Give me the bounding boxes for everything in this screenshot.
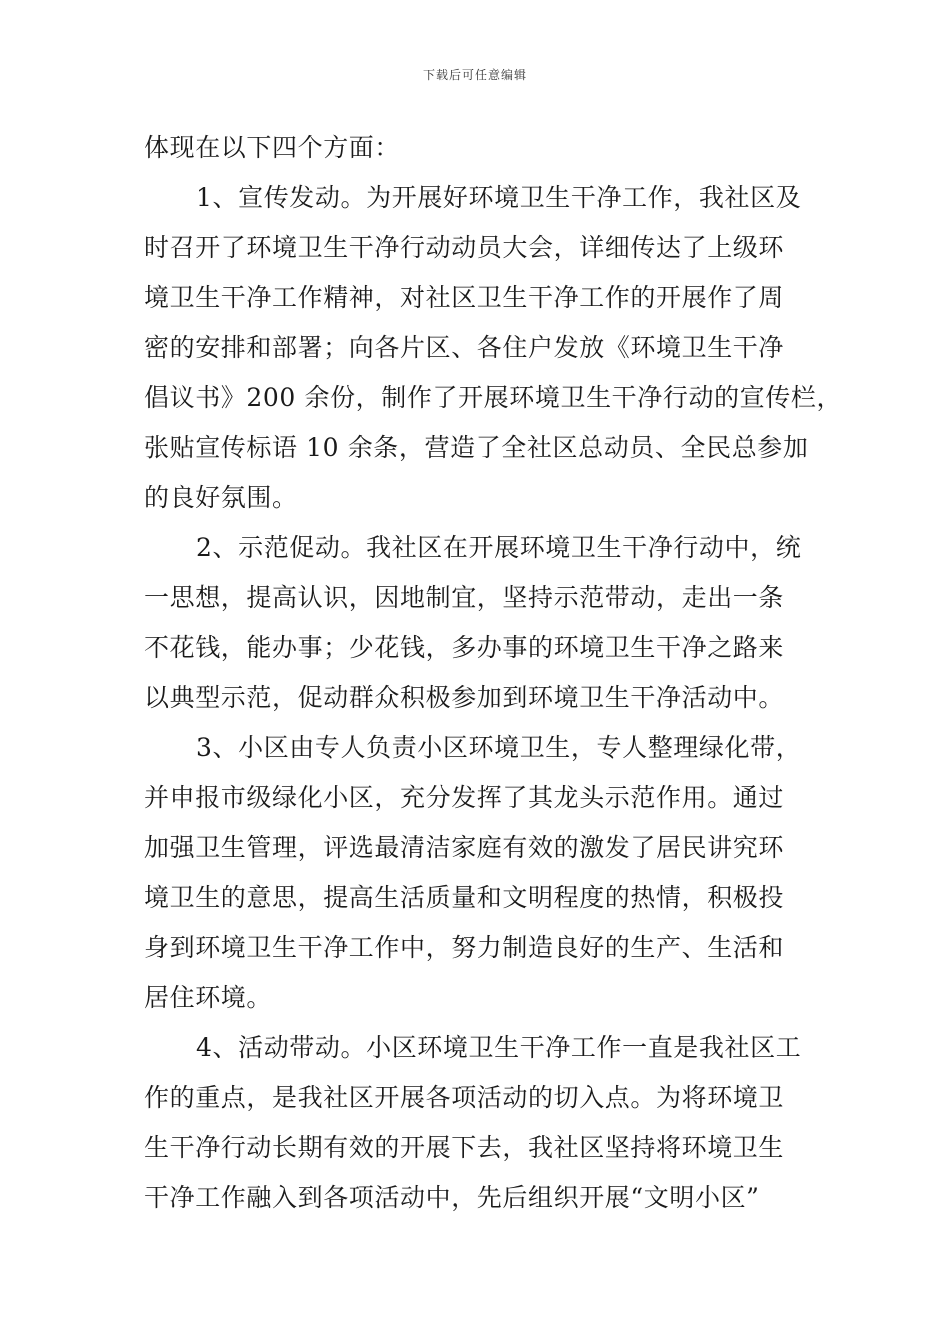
document-body — [144, 123, 843, 1223]
text-line: 张贴宣传标语 10 余条，营造了全社区总动员、全民总参加 — [144, 433, 809, 462]
text-line: 居住环境。 — [144, 983, 273, 1012]
text-line: 时召开了环境卫生干净行动动员大会，详细传达了上级环 — [144, 233, 785, 262]
text-line: 体现在以下四个方面： — [144, 133, 401, 162]
text-line: 以典型示范，促动群众积极参加到环境卫生干净活动中。 — [144, 683, 785, 712]
text-line: 密的安排和部署；向各片区、各住户发放《环境卫生干净 — [144, 333, 785, 362]
text-line: 的良好氛围。 — [144, 483, 298, 512]
text-line: 3、小区由专人负责小区环境卫生，专人整理绿化带， — [196, 733, 802, 762]
text-line: 作的重点，是我社区开展各项活动的切入点。为将环境卫 — [144, 1083, 785, 1112]
text-line: 身到环境卫生干净工作中，努力制造良好的生产、生活和 — [144, 933, 785, 962]
page-header: 下载后可任意编辑 — [422, 68, 527, 82]
text-line: 4、活动带动。小区环境卫生干净工作一直是我社区工 — [196, 1033, 802, 1062]
text-line: 并申报市级绿化小区，充分发挥了其龙头示范作用。通过 — [144, 783, 785, 812]
text-line: 2、示范促动。我社区在开展环境卫生干净行动中，统 — [196, 533, 802, 562]
text-line: 一思想，提高认识，因地制宜，坚持示范带动，走出一条 — [144, 583, 785, 612]
text-line: 1、宣传发动。为开展好环境卫生干净工作，我社区及 — [196, 183, 802, 212]
text-line: 生干净行动长期有效的开展下去，我社区坚持将环境卫生 — [144, 1133, 785, 1162]
text-line: 倡议书》200 余份，制作了开展环境卫生干净行动的宣传栏， — [144, 383, 843, 412]
text-line: 境卫生干净工作精神，对社区卫生干净工作的开展作了周 — [144, 283, 785, 312]
text-line: 不花钱，能办事；少花钱，多办事的环境卫生干净之路来 — [144, 633, 785, 662]
text-line: 加强卫生管理，评选最清洁家庭有效的激发了居民讲究环 — [144, 833, 785, 862]
text-line: 干净工作融入到各项活动中，先后组织开展“文明小区” — [144, 1183, 760, 1212]
text-line: 境卫生的意思，提高生活质量和文明程度的热情，积极投 — [144, 883, 785, 912]
